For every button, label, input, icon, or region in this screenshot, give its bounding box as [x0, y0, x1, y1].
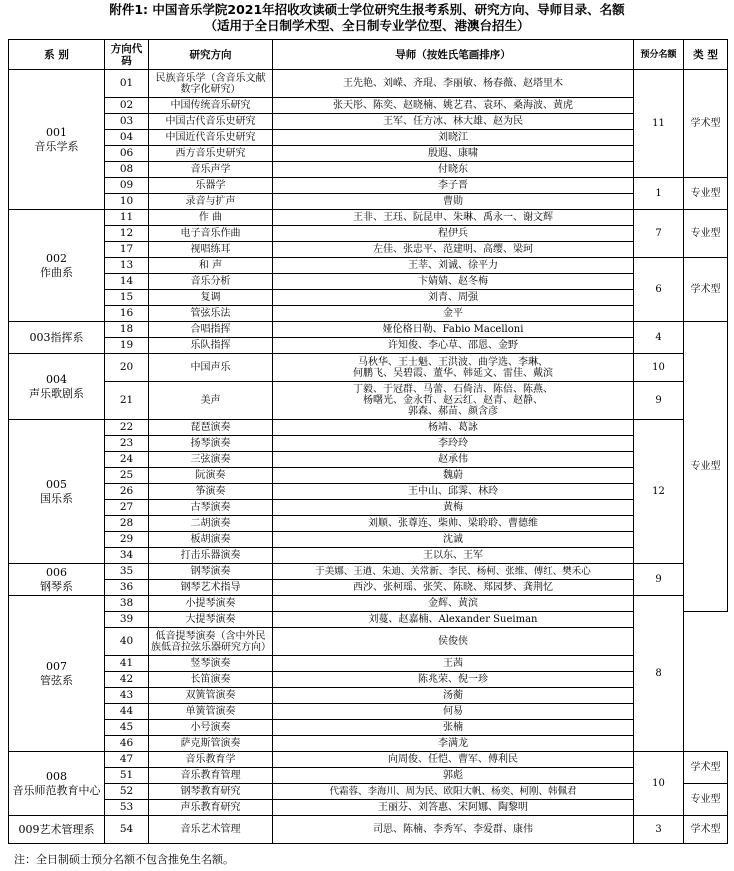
table-row — [9, 98, 728, 114]
table-row — [9, 468, 728, 484]
table-row — [9, 768, 728, 784]
direction-cell: 竖琴演奏 — [149, 656, 273, 672]
direction-cell: 长笛演奏 — [149, 672, 273, 688]
advisors-cell: 汤蘅 — [273, 688, 634, 704]
code-cell: 36 — [105, 580, 149, 596]
code-cell: 51 — [105, 768, 149, 784]
code-cell: 42 — [105, 672, 149, 688]
code-cell: 53 — [105, 800, 149, 816]
code-cell: 43 — [105, 688, 149, 704]
advisors-cell: 侯俊侠 — [273, 628, 634, 656]
header-dept: 系 别 — [9, 40, 105, 70]
table-row — [9, 258, 728, 274]
table-row — [9, 532, 728, 548]
advisors-cell: 杨靖、葛詠 — [273, 420, 634, 436]
type-cell: 学术型 — [684, 258, 728, 322]
code-cell: 44 — [105, 704, 149, 720]
code-cell: 29 — [105, 532, 149, 548]
direction-cell: 民族音乐学（含音乐文献数字化研究） — [149, 70, 273, 98]
type-cell: 专业型 — [684, 322, 728, 612]
direction-cell: 双簧管演奏 — [149, 688, 273, 704]
table-row — [9, 114, 728, 130]
advisors-cell: 曹勋 — [273, 194, 634, 210]
advisors-cell: 李子晋 — [273, 178, 634, 194]
code-cell: 39 — [105, 612, 149, 628]
type-cell: 专业型 — [684, 178, 728, 210]
direction-cell: 小号演奏 — [149, 720, 273, 736]
code-cell: 10 — [105, 194, 149, 210]
table-row — [9, 688, 728, 704]
dept-cell: 002 作曲系 — [9, 210, 105, 322]
table-row — [9, 612, 728, 628]
code-cell: 12 — [105, 226, 149, 242]
direction-cell: 单簧管演奏 — [149, 704, 273, 720]
dept-cell: 004 声乐歌剧系 — [9, 354, 105, 420]
table-row — [9, 704, 728, 720]
title-line-2: （适用于全日制学术型、全日制专业学位型、港澳台招生） — [204, 18, 530, 33]
advisors-cell: 王先艳、刘嵘、齐琨、李丽敏、杨春薇、赵塔里木 — [273, 70, 634, 98]
direction-cell: 二胡演奏 — [149, 516, 273, 532]
advisors-cell: 沈诚 — [273, 532, 634, 548]
dept-cell: 001 音乐学系 — [9, 70, 105, 210]
direction-cell: 三弦演奏 — [149, 452, 273, 468]
table-row — [9, 146, 728, 162]
direction-cell: 录音与扩声 — [149, 194, 273, 210]
code-cell: 18 — [105, 322, 149, 338]
advisors-cell: 何易 — [273, 704, 634, 720]
type-cell: 学术型 — [684, 816, 728, 844]
code-cell: 02 — [105, 98, 149, 114]
advisors-cell: 向周俊、任恺、曹军、傅利民 — [273, 752, 634, 768]
table-row — [9, 720, 728, 736]
table-row — [9, 178, 728, 194]
table-row — [9, 436, 728, 452]
direction-cell: 音乐教育学 — [149, 752, 273, 768]
table-row — [9, 130, 728, 146]
table-row — [9, 564, 728, 580]
code-cell: 47 — [105, 752, 149, 768]
advisors-cell: 张楠 — [273, 720, 634, 736]
table-row — [9, 484, 728, 500]
direction-cell: 钢琴演奏 — [149, 564, 273, 580]
title-line-1: 附件1: 中国音乐学院2021年招收攻读硕士学位研究生报考系别、研究方向、导师目录、名额 — [109, 2, 625, 17]
document-title — [0, 2, 734, 34]
table-row — [9, 306, 728, 322]
direction-cell: 古琴演奏 — [149, 500, 273, 516]
type-cell: 专业型 — [684, 210, 728, 258]
code-cell: 26 — [105, 484, 149, 500]
code-cell: 28 — [105, 516, 149, 532]
table-row — [9, 672, 728, 688]
advisors-cell: 西沙、张柯瑶、张笑、陈晓、郑园梦、龚荆忆 — [273, 580, 634, 596]
header-advisors: 导师（按姓氏笔画排序） — [273, 40, 634, 70]
direction-cell: 管弦乐法 — [149, 306, 273, 322]
advisors-cell: 司思、陈楠、李秀军、李爱群、康伟 — [273, 816, 634, 844]
quota-cell: 10 — [634, 354, 684, 382]
table-row — [9, 656, 728, 672]
code-cell: 11 — [105, 210, 149, 226]
direction-cell: 音乐分析 — [149, 274, 273, 290]
advisors-cell: 刘蔓、赵嘉楠、Alexander Sueiman — [273, 612, 634, 628]
type-cell: 学术型 — [684, 70, 728, 178]
direction-cell: 复调 — [149, 290, 273, 306]
quota-cell: 3 — [634, 816, 684, 844]
direction-cell: 板胡演奏 — [149, 532, 273, 548]
direction-cell: 中国近代音乐史研究 — [149, 130, 273, 146]
direction-cell: 合唱指挥 — [149, 322, 273, 338]
direction-cell: 乐器学 — [149, 178, 273, 194]
program-table — [8, 39, 728, 844]
quota-cell: 12 — [634, 420, 684, 564]
code-cell: 08 — [105, 162, 149, 178]
type-cell: 学术型 — [684, 752, 728, 784]
quota-cell: 11 — [634, 70, 684, 178]
header-direction: 研究方向 — [149, 40, 273, 70]
quota-cell: 10 — [634, 752, 684, 816]
advisors-cell: 王丽芬、刘答惠、宋阿娜、陶黎明 — [273, 800, 634, 816]
code-cell: 01 — [105, 70, 149, 98]
code-cell: 23 — [105, 436, 149, 452]
table-row — [9, 596, 728, 612]
dept-cell: 003指挥系 — [9, 322, 105, 354]
dept-cell: 007 管弦系 — [9, 596, 105, 752]
table-row — [9, 354, 728, 382]
table-row — [9, 752, 728, 768]
table-row — [9, 210, 728, 226]
advisors-cell: 付晓东 — [273, 162, 634, 178]
code-cell: 24 — [105, 452, 149, 468]
code-cell: 09 — [105, 178, 149, 194]
code-cell: 04 — [105, 130, 149, 146]
direction-cell: 萨克斯管演奏 — [149, 736, 273, 752]
advisors-cell: 王以东、王军 — [273, 548, 634, 564]
code-cell: 25 — [105, 468, 149, 484]
table-row — [9, 452, 728, 468]
advisors-cell: 程伊兵 — [273, 226, 634, 242]
advisors-cell: 刘晓江 — [273, 130, 634, 146]
code-cell: 27 — [105, 500, 149, 516]
direction-cell: 钢琴艺术指导 — [149, 580, 273, 596]
dept-cell: 009艺术管理系 — [9, 816, 105, 844]
dept-cell: 008 音乐师范教育中心 — [9, 752, 105, 816]
code-cell: 22 — [105, 420, 149, 436]
direction-cell: 电子音乐作曲 — [149, 226, 273, 242]
direction-cell: 中国古代音乐史研究 — [149, 114, 273, 130]
table-row — [9, 420, 728, 436]
table-row — [9, 242, 728, 258]
direction-cell: 美声 — [149, 382, 273, 420]
advisors-cell: 魏蔚 — [273, 468, 634, 484]
table-row — [9, 800, 728, 816]
table-row — [9, 580, 728, 596]
advisors-cell: 李满龙 — [273, 736, 634, 752]
direction-cell: 音乐艺术管理 — [149, 816, 273, 844]
quota-cell: 9 — [634, 564, 684, 596]
advisors-cell: 刘顺、张尊连、柴帅、梁聆聆、曹德维 — [273, 516, 634, 532]
table-row — [9, 162, 728, 178]
advisors-cell: 于美娜、王遒、朱迪、关常新、李民、杨柯、张维、傅红、樊禾心 — [273, 564, 634, 580]
direction-cell: 筝演奏 — [149, 484, 273, 500]
code-cell: 17 — [105, 242, 149, 258]
advisors-cell: 娅伦格日勒、Fabio Macelloni — [273, 322, 634, 338]
table-row — [9, 736, 728, 752]
advisors-cell: 黄梅 — [273, 500, 634, 516]
advisors-cell: 张天彤、陈奕、赵晓楠、姚艺君、袁环、桑海波、黄虎 — [273, 98, 634, 114]
advisors-cell: 郭彪 — [273, 768, 634, 784]
advisors-cell: 王茜 — [273, 656, 634, 672]
code-cell: 13 — [105, 258, 149, 274]
quota-cell: 9 — [634, 382, 684, 420]
code-cell: 54 — [105, 816, 149, 844]
code-cell: 19 — [105, 338, 149, 354]
advisors-cell: 李玲玲 — [273, 436, 634, 452]
table-header-row — [9, 40, 728, 70]
direction-cell: 作 曲 — [149, 210, 273, 226]
advisors-cell: 王军、任方冰、林大雄、赵为民 — [273, 114, 634, 130]
dept-cell: 006 钢琴系 — [9, 564, 105, 596]
direction-cell: 和 声 — [149, 258, 273, 274]
code-cell: 34 — [105, 548, 149, 564]
quota-cell: 6 — [634, 258, 684, 322]
direction-cell: 乐队指挥 — [149, 338, 273, 354]
code-cell: 16 — [105, 306, 149, 322]
advisors-cell: 代霜蓉、李海川、周为民、欧阳大帆、杨奕、柯刚、韩佩君 — [273, 784, 634, 800]
table-row — [9, 516, 728, 532]
advisors-cell: 王中山、邱霁、林玲 — [273, 484, 634, 500]
table-row — [9, 194, 728, 210]
header-type: 类 型 — [684, 40, 728, 70]
table-row — [9, 628, 728, 656]
direction-cell: 低音提琴演奏（含中外民族低音拉弦乐器研究方向） — [149, 628, 273, 656]
advisors-cell: 殷遐、康啸 — [273, 146, 634, 162]
quota-cell: 7 — [634, 210, 684, 258]
code-cell: 35 — [105, 564, 149, 580]
direction-cell: 打击乐器演奏 — [149, 548, 273, 564]
direction-cell: 音乐教育管理 — [149, 768, 273, 784]
direction-cell: 声乐教育研究 — [149, 800, 273, 816]
code-cell: 40 — [105, 628, 149, 656]
header-quota: 预分名额 — [634, 40, 684, 70]
table-row — [9, 274, 728, 290]
advisors-cell: 丁毅、于冠群、马蕾、石倚洁、陈倍、陈燕、 杨曙光、金永哲、赵云红、赵青、赵静、 郭森、郝苗、颜含彦 — [273, 382, 634, 420]
table-row — [9, 290, 728, 306]
advisors-cell: 金辉、黄滨 — [273, 596, 634, 612]
code-cell: 03 — [105, 114, 149, 130]
code-cell: 41 — [105, 656, 149, 672]
table-row — [9, 784, 728, 800]
advisors-cell: 卞婧婧、赵冬梅 — [273, 274, 634, 290]
advisors-cell: 王莘、刘诚、徐平力 — [273, 258, 634, 274]
code-cell: 15 — [105, 290, 149, 306]
code-cell: 45 — [105, 720, 149, 736]
direction-cell: 小提琴演奏 — [149, 596, 273, 612]
code-cell: 46 — [105, 736, 149, 752]
table-row — [9, 226, 728, 242]
advisors-cell: 刘青、周强 — [273, 290, 634, 306]
code-cell: 14 — [105, 274, 149, 290]
direction-cell: 中国传统音乐研究 — [149, 98, 273, 114]
advisors-cell: 王非、王珏、阮昆申、朱琳、禹永一、谢文辉 — [273, 210, 634, 226]
advisors-cell: 马秋华、王士魁、王洪波、曲学选、李琳、 何鹏飞、吴碧霞、董华、韩延文、雷佳、戴滨 — [273, 354, 634, 382]
table-row — [9, 548, 728, 564]
code-cell: 21 — [105, 382, 149, 420]
table-row — [9, 338, 728, 354]
table-row — [9, 500, 728, 516]
footnote: 注：全日制硕士预分名额不包含推免生名额。 — [14, 853, 234, 866]
direction-cell: 大提琴演奏 — [149, 612, 273, 628]
code-cell: 20 — [105, 354, 149, 382]
quota-cell: 1 — [634, 178, 684, 210]
header-code: 方向代码 — [105, 40, 149, 70]
direction-cell: 中国声乐 — [149, 354, 273, 382]
direction-cell: 琵琶演奏 — [149, 420, 273, 436]
direction-cell: 音乐声学 — [149, 162, 273, 178]
direction-cell: 阮演奏 — [149, 468, 273, 484]
table-row — [9, 816, 728, 844]
dept-cell: 005 国乐系 — [9, 420, 105, 564]
direction-cell: 钢琴教育研究 — [149, 784, 273, 800]
advisors-cell: 陈兆荣、倪一珍 — [273, 672, 634, 688]
direction-cell: 扬琴演奏 — [149, 436, 273, 452]
advisors-cell: 金平 — [273, 306, 634, 322]
quota-cell: 4 — [634, 322, 684, 354]
code-cell: 52 — [105, 784, 149, 800]
code-cell: 06 — [105, 146, 149, 162]
quota-cell: 8 — [634, 596, 684, 752]
direction-cell: 视唱练耳 — [149, 242, 273, 258]
advisors-cell: 左佳、张忠平、范建明、高缨、梁珂 — [273, 242, 634, 258]
table-row — [9, 382, 728, 420]
table-row — [9, 70, 728, 98]
table-row — [9, 322, 728, 338]
advisors-cell: 许知俊、李心草、邵恩、金野 — [273, 338, 634, 354]
type-cell: 专业型 — [684, 784, 728, 816]
code-cell: 38 — [105, 596, 149, 612]
direction-cell: 西方音乐史研究 — [149, 146, 273, 162]
advisors-cell: 赵承伟 — [273, 452, 634, 468]
